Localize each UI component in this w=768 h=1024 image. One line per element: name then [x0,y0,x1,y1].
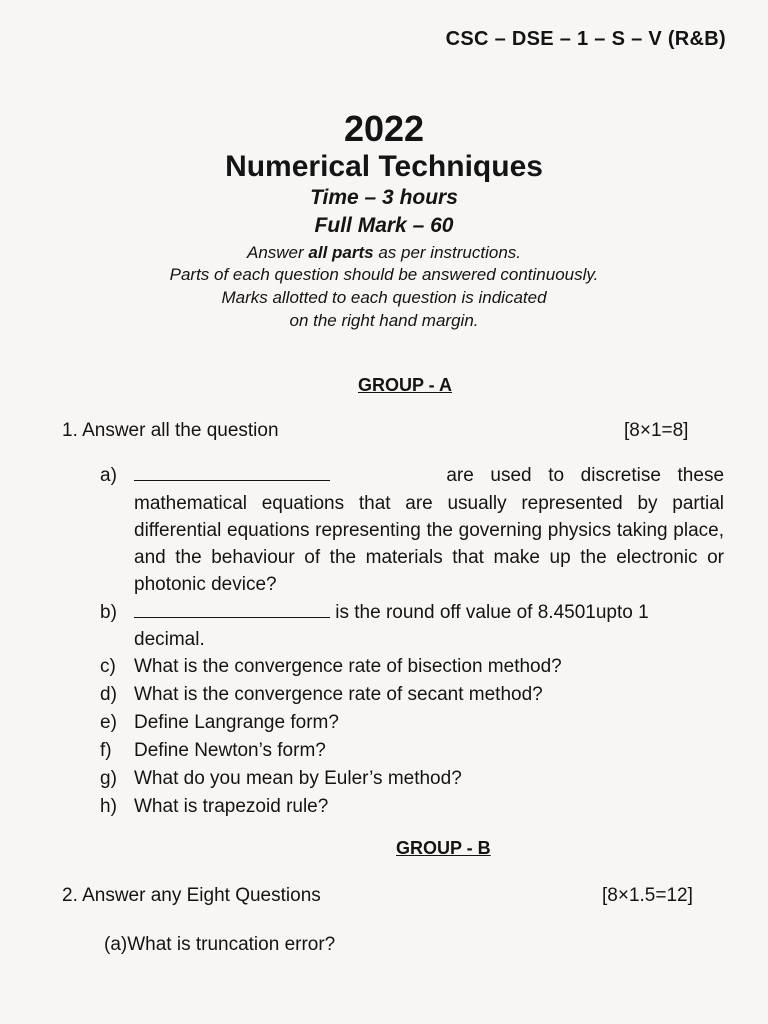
item-b-continuation: decimal. [134,629,205,650]
instruction-text: Answer [246,243,309,262]
full-mark: Full Mark – 60 [314,214,454,237]
item-f-text: Define Newton’s form? [134,740,326,761]
question-1-marks: [8×1=8] [624,420,689,441]
item-a-text: are used to discretise these [446,465,725,486]
item-c-text: What is the convergence rate of bisection method? [134,656,562,677]
instruction-line-2: Parts of each question should be answered continuously. [169,265,599,284]
answer-blank [134,602,330,618]
item-e-label: e) [100,712,117,733]
item-b-text: is the round off value of 8.4501upto 1 [335,602,649,623]
group-b-heading: GROUP - B [396,838,491,858]
item-h-text: What is trapezoid rule? [134,796,329,817]
item-a-first-line [134,462,724,489]
item-b-label: b) [100,602,117,623]
item-d-label: d) [100,684,117,705]
instruction-bold: all parts [308,243,374,262]
paper-code: CSC – DSE – 1 – S – V (R&B) [445,28,726,50]
item-g-text: What do you mean by Euler’s method? [134,768,462,789]
group-a-heading: GROUP - A [358,375,453,395]
item-e-text: Define Langrange form? [134,712,339,733]
question-2-marks: [8×1.5=12] [602,885,693,906]
question-1: 1. Answer all the question [62,420,279,441]
instruction-text: as per instructions. [373,243,522,262]
item-2a-text: (a)What is truncation error? [104,934,336,955]
item-f-label: f) [100,740,112,761]
question-2: 2. Answer any Eight Questions [62,885,321,906]
instruction-line-3: Marks allotted to each question is indicated [221,288,547,307]
item-b-first-line [134,599,724,626]
item-g-label: g) [100,768,117,789]
item-a-label: a) [100,465,117,486]
answer-blank [134,465,330,481]
item-d-text: What is the convergence rate of secant method? [134,684,543,705]
instruction-line-1 [0,243,768,263]
instruction-line-4: on the right hand margin. [289,311,479,330]
exam-year: 2022 [343,108,425,149]
item-a-continuation: mathematical equations that are usually represented by partial differential equations representing the governing physics taking place, and the behaviour of the materials that make up the electronic or photonic device? [134,493,724,595]
item-c-label: c) [100,656,116,677]
item-h-label: h) [100,796,117,817]
exam-time: Time – 3 hours [310,186,458,209]
subject-title: Numerical Techniques [225,150,543,183]
